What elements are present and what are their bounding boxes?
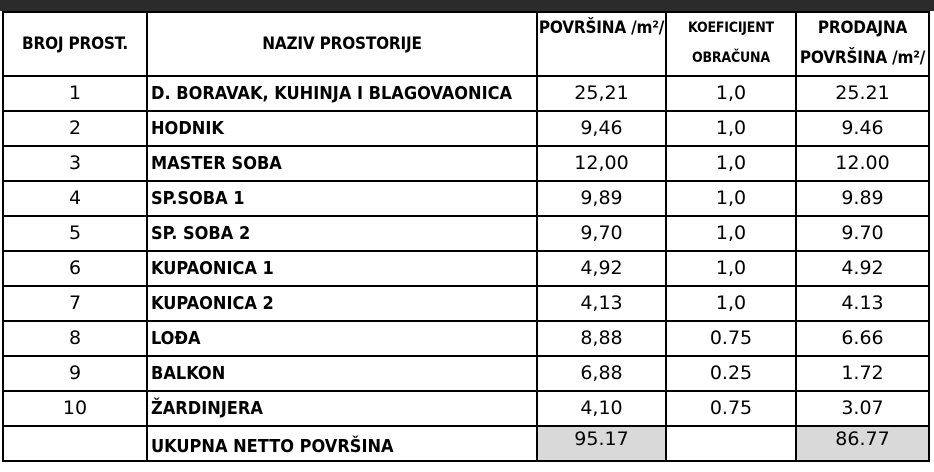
table-row: [3, 321, 929, 356]
sale-area-cell: 1.72: [796, 356, 929, 391]
room-number-cell: 2: [3, 111, 147, 146]
area-cell: 25,21: [537, 76, 666, 111]
header-area: POVRŠINA /m²/: [537, 12, 666, 76]
coefficient-cell: 0.75: [666, 321, 796, 356]
room-number-cell: 6: [3, 251, 147, 286]
table-header-row: [3, 12, 929, 76]
top-border-bar: [0, 0, 934, 11]
sale-area-cell: 6.66: [796, 321, 929, 356]
total-row: [3, 426, 929, 461]
coefficient-cell: 1,0: [666, 146, 796, 181]
area-cell: 4,13: [537, 286, 666, 321]
room-name-cell: ŽARDINJERA: [147, 391, 537, 426]
room-name-cell: SP.SOBA 1: [147, 181, 537, 216]
room-number-cell: 3: [3, 146, 147, 181]
coefficient-cell: 1,0: [666, 286, 796, 321]
sale-area-cell: 3.07: [796, 391, 929, 426]
room-name-cell: KUPAONICA 1: [147, 251, 537, 286]
room-name-cell: BALKON: [147, 356, 537, 391]
room-name-cell: SP. SOBA 2: [147, 216, 537, 251]
area-cell: 4,10: [537, 391, 666, 426]
room-number-cell: 5: [3, 216, 147, 251]
table-row: [3, 111, 929, 146]
sale-area-cell: 12.00: [796, 146, 929, 181]
table-body: [3, 76, 929, 426]
room-name-cell: HODNIK: [147, 111, 537, 146]
room-number-cell: 9: [3, 356, 147, 391]
sale-area-cell: 9.89: [796, 181, 929, 216]
area-cell: 9,89: [537, 181, 666, 216]
total-label: UKUPNA NETTO POVRŠINA: [147, 426, 537, 461]
header-room-number: BROJ PROST.: [3, 12, 147, 76]
table-row: [3, 356, 929, 391]
area-cell: 9,46: [537, 111, 666, 146]
total-coef-empty: [666, 426, 796, 461]
coefficient-cell: 1,0: [666, 76, 796, 111]
table-row: [3, 181, 929, 216]
coefficient-cell: 1,0: [666, 216, 796, 251]
room-area-table: [2, 11, 930, 462]
sale-area-cell: 9.70: [796, 216, 929, 251]
header-coefficient: KOEFICIJENT OBRAČUNA: [666, 12, 796, 76]
coefficient-cell: 1,0: [666, 181, 796, 216]
table-row: [3, 76, 929, 111]
sale-area-cell: 25.21: [796, 76, 929, 111]
room-name-cell: MASTER SOBA: [147, 146, 537, 181]
table-row: [3, 251, 929, 286]
area-cell: 12,00: [537, 146, 666, 181]
area-cell: 8,88: [537, 321, 666, 356]
coefficient-cell: 1,0: [666, 251, 796, 286]
room-number-cell: 8: [3, 321, 147, 356]
table-row: [3, 286, 929, 321]
area-cell: 6,88: [537, 356, 666, 391]
header-room-name: NAZIV PROSTORIJE: [147, 12, 537, 76]
room-number-cell: 4: [3, 181, 147, 216]
sale-area-cell: 4.13: [796, 286, 929, 321]
room-name-cell: LOĐA: [147, 321, 537, 356]
room-number-cell: 1: [3, 76, 147, 111]
total-area: 95.17: [537, 426, 666, 461]
coefficient-cell: 0.25: [666, 356, 796, 391]
table-row: [3, 391, 929, 426]
room-name-cell: KUPAONICA 2: [147, 286, 537, 321]
room-number-cell: 7: [3, 286, 147, 321]
area-cell: 4,92: [537, 251, 666, 286]
table-row: [3, 216, 929, 251]
area-cell: 9,70: [537, 216, 666, 251]
coefficient-cell: 0.75: [666, 391, 796, 426]
room-number-cell: 10: [3, 391, 147, 426]
total-empty-cell: [3, 426, 147, 461]
coefficient-cell: 1,0: [666, 111, 796, 146]
sale-area-cell: 9.46: [796, 111, 929, 146]
header-sale-area: PRODAJNA POVRŠINA /m²/: [796, 12, 929, 76]
total-sale-area: 86.77: [796, 426, 929, 461]
sale-area-cell: 4.92: [796, 251, 929, 286]
table-row: [3, 146, 929, 181]
room-name-cell: D. BORAVAK, KUHINJA I BLAGOVAONICA: [147, 76, 537, 111]
